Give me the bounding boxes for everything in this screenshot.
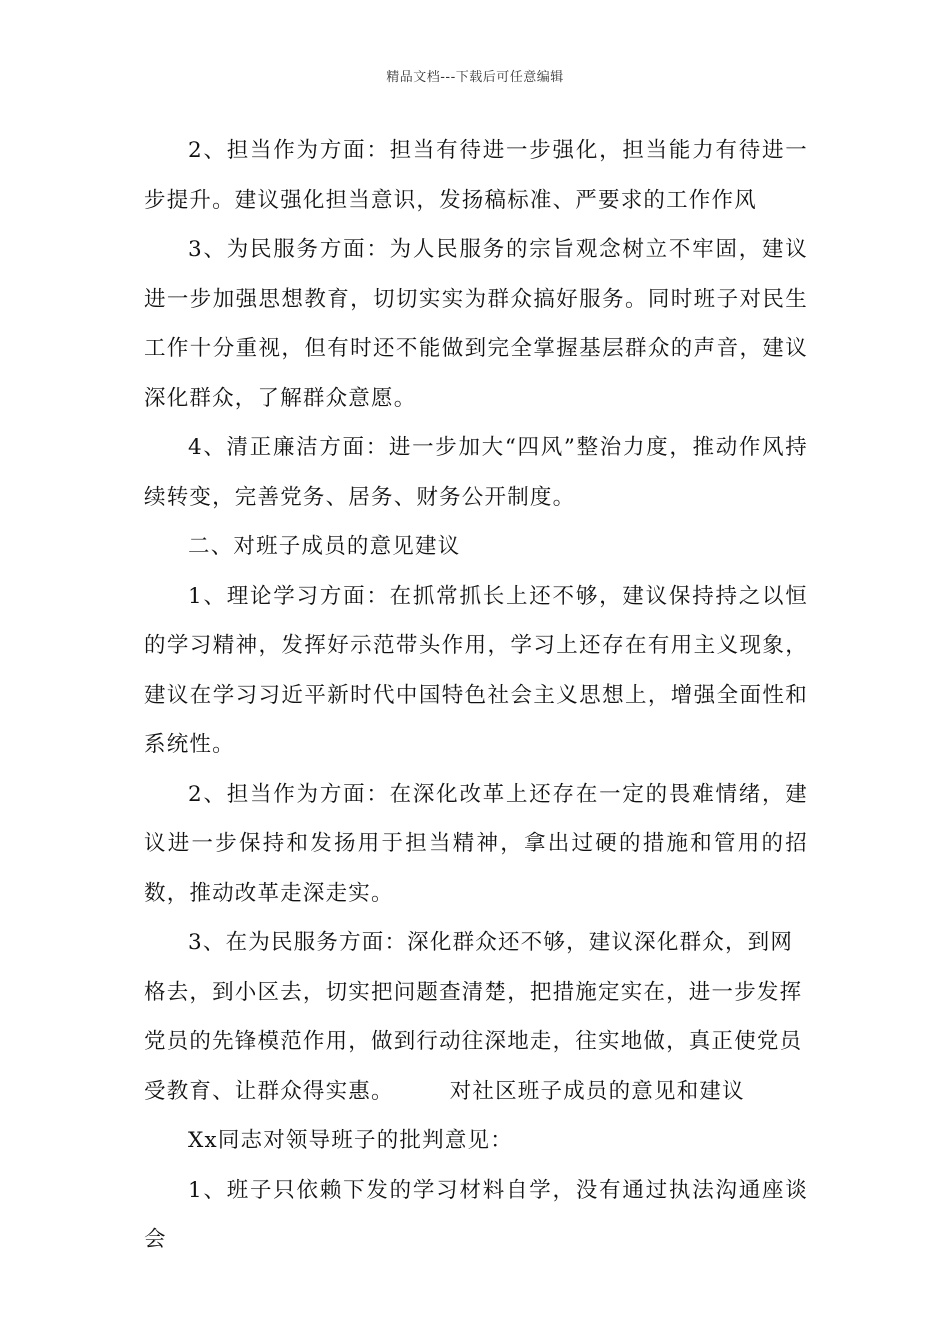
paragraph-member-commitment: 2、担当作为方面：在深化改革上还存在一定的畏难情绪，建议进一步保持和发扬用于担当精神，拿出过硬的措施和管用的招数，推动改革走深走实。	[144, 781, 808, 906]
paragraph-member-service	[144, 918, 808, 1116]
page-header: 精品文档---下载后可任意编辑	[386, 70, 564, 85]
paragraph-service: 3、为民服务方面：为人民服务的宗旨观念树立不牢固，建议进一步加强思想教育，切切实实为群众搞好服务。同时班子对民生工作十分重视，但有时还不能做到完全掌握基层群众的声音，建议深化群众，了解群众意愿。	[144, 237, 808, 411]
paragraph-theory-study: 1、理论学习方面：在抓常抓长上还不够，建议保持持之以恒的学习精神，发挥好示范带头作用，学习上还存在有用主义现象，建议在学习习近平新时代中国特色社会主义思想上，增强全面性和系统性。	[144, 583, 808, 757]
paragraph-commitment: 2、担当作为方面：担当有待进一步强化，担当能力有待进一步提升。建议强化担当意识，发扬稿标准、严要求的工作作风	[144, 138, 808, 213]
paragraph-criticism-1: 1、班子只依赖下发的学习材料自学，没有通过执法沟通座谈会	[144, 1177, 808, 1252]
document-body	[144, 126, 808, 1265]
paragraph-integrity: 4、清正廉洁方面：进一步加大“四风”整治力度，推动作风持续转变，完善党务、居务、财务公开制度。	[144, 435, 808, 510]
section-heading-members: 二、对班子成员的意见建议	[188, 534, 461, 559]
paragraph-criticism-intro: Xx同志对领导班子的批判意见：	[188, 1128, 513, 1153]
member-service-text: 3、在为民服务方面：深化群众还不够，建议深化群众，到网格去，到小区去，切实把问题查清楚，把措施定实在，进一步发挥党员的先锋模范作用，做到行动往深地走，往实地做，真正使党员受教育、让群众得实惠。	[144, 930, 803, 1104]
section-title-community: 对社区班子成员的意见和建议	[449, 1078, 745, 1104]
